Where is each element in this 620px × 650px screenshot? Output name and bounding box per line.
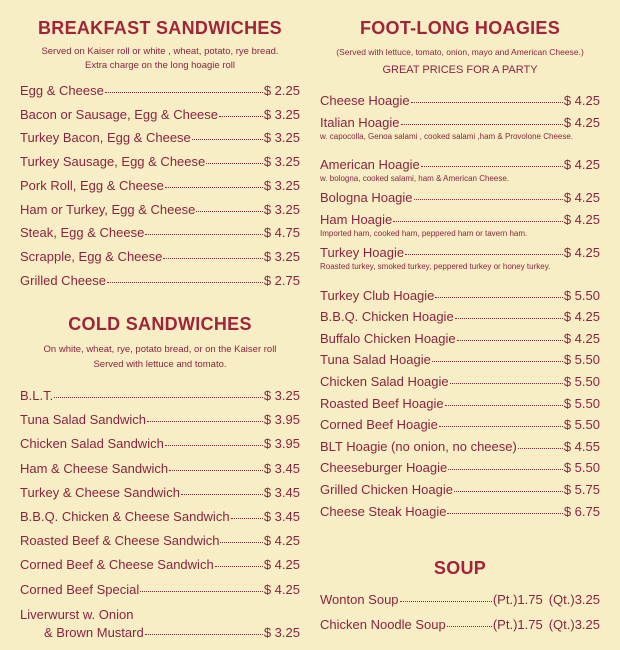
item-name: Bacon or Sausage, Egg & Cheese [20, 106, 219, 122]
item-name: Cheese Steak Hoagie [320, 503, 447, 519]
hoagies-note-1: (Served with lettuce, tomato, onion, mayo and American Cheese.) [336, 47, 584, 57]
leader-dots [445, 405, 563, 406]
item-name: Grilled Cheese [20, 272, 106, 288]
menu-item [320, 115, 600, 131]
menu-item [20, 249, 300, 265]
menu-item [20, 557, 300, 573]
item-name: Italian Hoagie [320, 114, 400, 130]
item-name: Roasted Beef & Cheese Sandwich [20, 533, 220, 549]
leader-dots [450, 383, 563, 384]
menu-item [320, 417, 600, 433]
item-name: Ham & Cheese Sandwich [20, 460, 169, 476]
leader-dots [163, 258, 262, 259]
menu-item [20, 273, 300, 289]
menu-item [20, 485, 300, 501]
item-description: Imported ham, cooked ham, peppered ham or tavern ham. [320, 228, 528, 238]
item-name: Bologna Hoagie [320, 190, 413, 206]
menu-item [20, 83, 300, 99]
menu-item [320, 212, 600, 228]
item-name: Tuna Salad Hoagie [320, 352, 431, 368]
item-price: $ 3.25 [263, 388, 300, 403]
menu-item [320, 352, 600, 368]
item-price: $ 3.25 [263, 106, 300, 122]
leader-dots [54, 397, 263, 398]
leader-dots [147, 421, 263, 422]
menu-item [20, 607, 300, 623]
item-price-quart: (Qt.)3.25 [548, 617, 600, 632]
menu-item [320, 245, 600, 261]
leader-dots [439, 426, 563, 427]
item-description: w. capocolla, Genoa salami , cooked salami ,ham & Provolone Cheese. [320, 131, 574, 141]
menu-item [20, 202, 300, 218]
menu-item [320, 374, 600, 390]
item-name: & Brown Mustard [44, 625, 144, 640]
item-price: $ 4.75 [263, 225, 300, 241]
menu-item [320, 504, 600, 520]
item-price: $ 2.25 [263, 83, 300, 98]
menu-item [20, 412, 300, 428]
item-name: American Hoagie [320, 157, 420, 173]
leader-dots [165, 187, 263, 188]
hoagies-title: FOOT-LONG HOAGIES [359, 18, 561, 38]
menu-item [320, 309, 600, 325]
menu-item [320, 617, 600, 633]
leader-dots [105, 92, 263, 93]
item-price: $ 4.25 [263, 533, 300, 549]
item-price: $ 4.25 [563, 190, 600, 206]
breakfast-note-1: Served on Kaiser roll or white , wheat, potato, rye bread. [41, 46, 279, 57]
leader-dots [145, 234, 263, 235]
leader-dots [454, 491, 563, 492]
menu-item [20, 225, 300, 241]
menu-item [320, 93, 600, 109]
breakfast-note-2: Extra charge on the long hoagie roll [85, 60, 235, 71]
menu-item [320, 331, 600, 347]
leader-dots [145, 634, 263, 635]
leader-dots [165, 445, 263, 446]
menu-item [320, 190, 600, 206]
item-price: $ 4.25 [563, 330, 600, 346]
item-name: B.L.T. [20, 388, 54, 403]
hoagies-note-2: GREAT PRICES FOR A PARTY [382, 64, 538, 76]
leader-dots [414, 199, 563, 200]
item-name: Turkey Hoagie [320, 245, 405, 260]
item-name: Scrapple, Egg & Cheese [20, 248, 163, 264]
item-price: $ 5.50 [563, 460, 600, 476]
item-price: $ 3.45 [263, 484, 300, 500]
item-name: Grilled Chicken Hoagie [320, 482, 453, 497]
item-price: $ 3.25 [263, 201, 300, 217]
leader-dots [457, 340, 563, 341]
leader-dots [192, 139, 263, 140]
item-name: Turkey Sausage, Egg & Cheese [20, 154, 206, 170]
item-name: Ham Hoagie [320, 211, 393, 227]
item-price: $ 5.50 [563, 395, 600, 411]
item-name: Turkey Bacon, Egg & Cheese [20, 130, 191, 146]
menu-item [320, 288, 600, 304]
item-description: w. bologna, cooked salami, ham & American Cheese. [320, 174, 509, 184]
item-price-pint: (Pt.)1.75 [492, 617, 543, 632]
leader-dots [455, 318, 563, 319]
item-price: $ 4.25 [263, 557, 300, 573]
item-price: $ 3.25 [263, 154, 300, 170]
item-price-quart: (Qt.)3.25 [548, 592, 600, 607]
item-price: $ 4.25 [563, 309, 600, 325]
item-name: Cheeseburger Hoagie [320, 460, 448, 476]
item-price: $ 3.25 [263, 130, 300, 146]
leader-dots [448, 469, 563, 470]
item-name: Buffalo Chicken Hoagie [320, 330, 456, 346]
item-price: $ 4.55 [563, 438, 600, 454]
item-price: $ 4.25 [563, 211, 600, 227]
item-name: Egg & Cheese [20, 83, 104, 98]
leader-dots [432, 361, 563, 362]
leader-dots [181, 494, 263, 495]
leader-dots [435, 297, 562, 298]
soup-title: SOUP [433, 558, 487, 578]
leader-dots [107, 282, 263, 283]
item-price: $ 6.75 [563, 503, 600, 519]
item-price: $ 4.25 [263, 581, 300, 597]
leader-dots [206, 163, 263, 164]
menu-item [20, 625, 300, 641]
item-name: B.B.Q. Chicken & Cheese Sandwich [20, 509, 230, 524]
leader-dots [140, 591, 263, 592]
item-price: $ 5.75 [563, 482, 600, 497]
item-price: $ 3.95 [263, 436, 300, 452]
cold-note-2: Served with lettuce and tomato. [93, 359, 227, 370]
menu-item [20, 130, 300, 146]
item-name: Corned Beef Special [20, 581, 140, 597]
item-name: Chicken Noodle Soup [320, 617, 446, 632]
menu-item [20, 388, 300, 404]
item-price: $ 3.45 [263, 460, 300, 476]
menu-item [320, 157, 600, 173]
cold-note-1: On white, wheat, rye, potato bread, or on the Kaiser roll [43, 344, 277, 355]
item-description: Roasted turkey, smoked turkey, peppered turkey or honey turkey. [320, 262, 551, 271]
menu-item [20, 461, 300, 477]
leader-dots [196, 211, 263, 212]
item-price: $ 3.25 [263, 625, 300, 640]
leader-dots [169, 470, 263, 471]
leader-dots [401, 124, 563, 125]
item-price: $ 5.50 [563, 352, 600, 368]
breakfast-title: BREAKFAST SANDWICHES [37, 18, 282, 38]
menu-item [20, 436, 300, 452]
item-name: Corned Beef Hoagie [320, 417, 438, 433]
item-name: Liverwurst w. Onion [20, 607, 134, 622]
menu-item [20, 178, 300, 194]
leader-dots [220, 542, 262, 543]
leader-dots [215, 566, 263, 567]
item-name: Steak, Egg & Cheese [20, 225, 145, 241]
item-name: Ham or Turkey, Egg & Cheese [20, 201, 196, 217]
menu-item [20, 107, 300, 123]
leader-dots [405, 254, 563, 255]
leader-dots [393, 221, 563, 222]
item-price: $ 3.25 [263, 248, 300, 264]
item-name: Cheese Hoagie [320, 93, 410, 108]
item-name: Corned Beef & Cheese Sandwich [20, 557, 214, 573]
item-name: Chicken Salad Hoagie [320, 374, 449, 389]
item-name: B.B.Q. Chicken Hoagie [320, 309, 454, 325]
item-name: Chicken Salad Sandwich [20, 436, 164, 452]
item-price: $ 3.45 [263, 509, 300, 524]
leader-dots [447, 626, 492, 627]
cold-title: COLD SANDWICHES [68, 314, 252, 334]
menu-item [320, 396, 600, 412]
item-price: $ 5.50 [563, 374, 600, 389]
item-price: $ 3.25 [263, 177, 300, 193]
item-name: Wonton Soup [320, 592, 399, 607]
leader-dots [518, 448, 563, 449]
item-name: BLT Hoagie (no onion, no cheese) [320, 438, 517, 454]
item-price: $ 3.95 [263, 412, 300, 428]
menu-item [320, 482, 600, 498]
item-price: $ 2.75 [263, 272, 300, 288]
menu-item [320, 460, 600, 476]
leader-dots [219, 116, 263, 117]
menu-item [320, 592, 600, 608]
leader-dots [400, 601, 492, 602]
menu-item [20, 154, 300, 170]
menu-item [20, 582, 300, 598]
item-price: $ 4.25 [563, 114, 600, 130]
item-name: Turkey Club Hoagie [320, 287, 435, 303]
menu-item [20, 533, 300, 549]
menu-item [20, 509, 300, 525]
item-name: Pork Roll, Egg & Cheese [20, 177, 164, 193]
leader-dots [231, 518, 263, 519]
item-price: $ 4.25 [563, 93, 600, 108]
menu-item [320, 439, 600, 455]
item-name: Turkey & Cheese Sandwich [20, 484, 180, 500]
item-name: Roasted Beef Hoagie [320, 395, 444, 411]
leader-dots [447, 513, 562, 514]
leader-dots [411, 102, 563, 103]
item-price: $ 4.25 [563, 157, 600, 173]
item-price: $ 5.50 [563, 287, 600, 303]
leader-dots [421, 166, 563, 167]
item-name: Tuna Salad Sandwich [20, 412, 146, 428]
item-price-pint: (Pt.)1.75 [492, 592, 543, 607]
item-price: $ 5.50 [563, 417, 600, 433]
item-price: $ 4.25 [563, 245, 600, 260]
